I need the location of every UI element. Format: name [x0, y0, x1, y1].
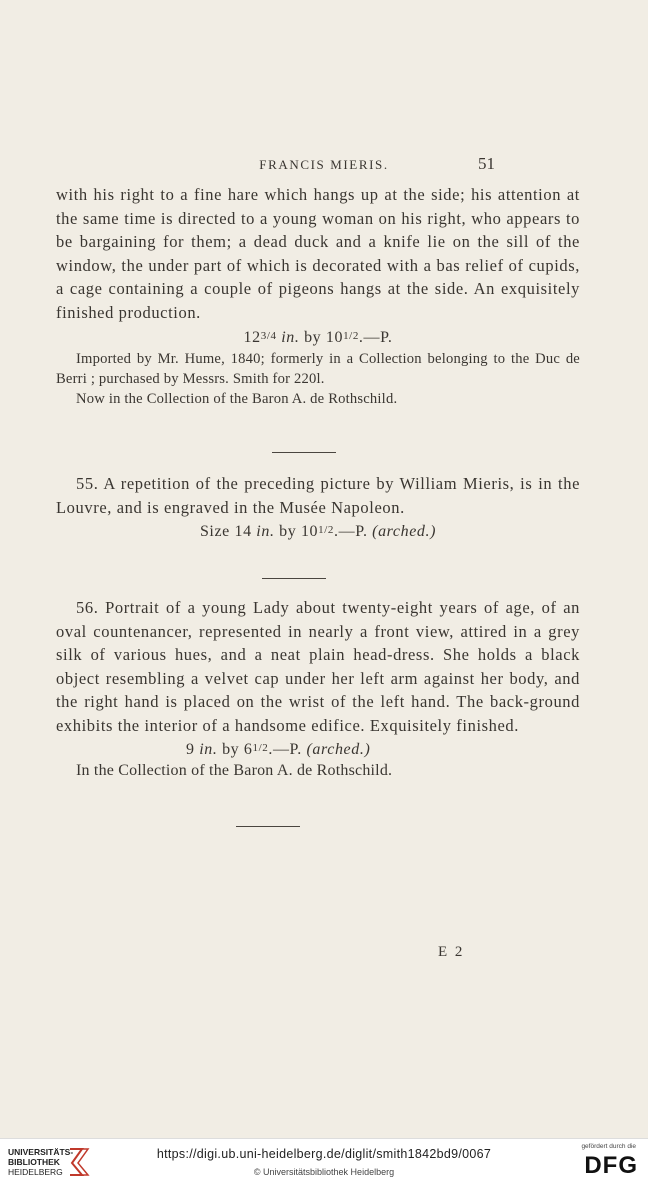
page-number: 51 [478, 154, 495, 173]
funded-by-label: gefördert durch die [581, 1143, 636, 1150]
entry-continued [56, 183, 580, 409]
entry-provenance: Imported by Mr. Hume, 1840; formerly in a Collection belonging to the Duc de Berri ; purchased by Messrs. Smith for 220l. [56, 351, 580, 387]
entry-55 [56, 472, 580, 543]
copyright-notice: © Universitätsbibliothek Heidelberg [253, 1167, 395, 1177]
entry-55-size: Size 14 in. by 101/2.—P. (arched.) [199, 523, 437, 540]
section-divider [272, 452, 336, 453]
entry-56 [56, 596, 580, 781]
permalink-url[interactable]: https://digi.ub.uni-heidelberg.de/diglit/smith1842bd9/0067 [156, 1147, 492, 1161]
entry-description: with his right to a fine hare which hangs up at the side; his attention at the same time is directed to a young woman on his right, who appears to be bargaining for them; a dead duck and a knife lie on the sill of the window, the under part of which is decorated with a bas relief of cupids, a cage containing a couple of pigeons hangs at the side. An exquisitely finished production. [56, 185, 580, 322]
entry-measurements: 123/4 in. by 101/2.—P. [243, 329, 393, 346]
signature-mark: E 2 [438, 944, 465, 960]
viewer-footer [0, 1138, 648, 1185]
entry-location: Now in the Collection of the Baron A. de Rothschild. [76, 391, 398, 407]
library-name: UNIVERSITÄTS- BIBLIOTHEK HEIDELBERG [8, 1147, 74, 1177]
section-divider [236, 826, 300, 827]
section-divider [262, 578, 326, 579]
entry-56-location: In the Collection of the Baron A. de Rothschild. [76, 762, 393, 779]
entry-55-text: 55. A repetition of the preceding picture by William Mieris, is in the Louvre, and is engraved in the Musée Napoleon. [56, 474, 580, 517]
dfg-logo: DFG [584, 1152, 638, 1179]
entry-56-text: 56. Portrait of a young Lady about twenty-eight years of age, of an oval countenancer, represented in nearly a front view, attired in a grey silk of various hues, and a neat plain head-dress. She holds a black object resembling a velvet cap under her left arm against her body, and the right hand is placed on the wrist of the left hand. The back-ground exhibits the interior of a handsome edifice. Exquisitely finished. [56, 598, 580, 735]
running-head: FRANCIS MIERIS. [259, 157, 389, 172]
entry-56-size: 9 in. by 61/2.—P. (arched.) [186, 741, 371, 758]
